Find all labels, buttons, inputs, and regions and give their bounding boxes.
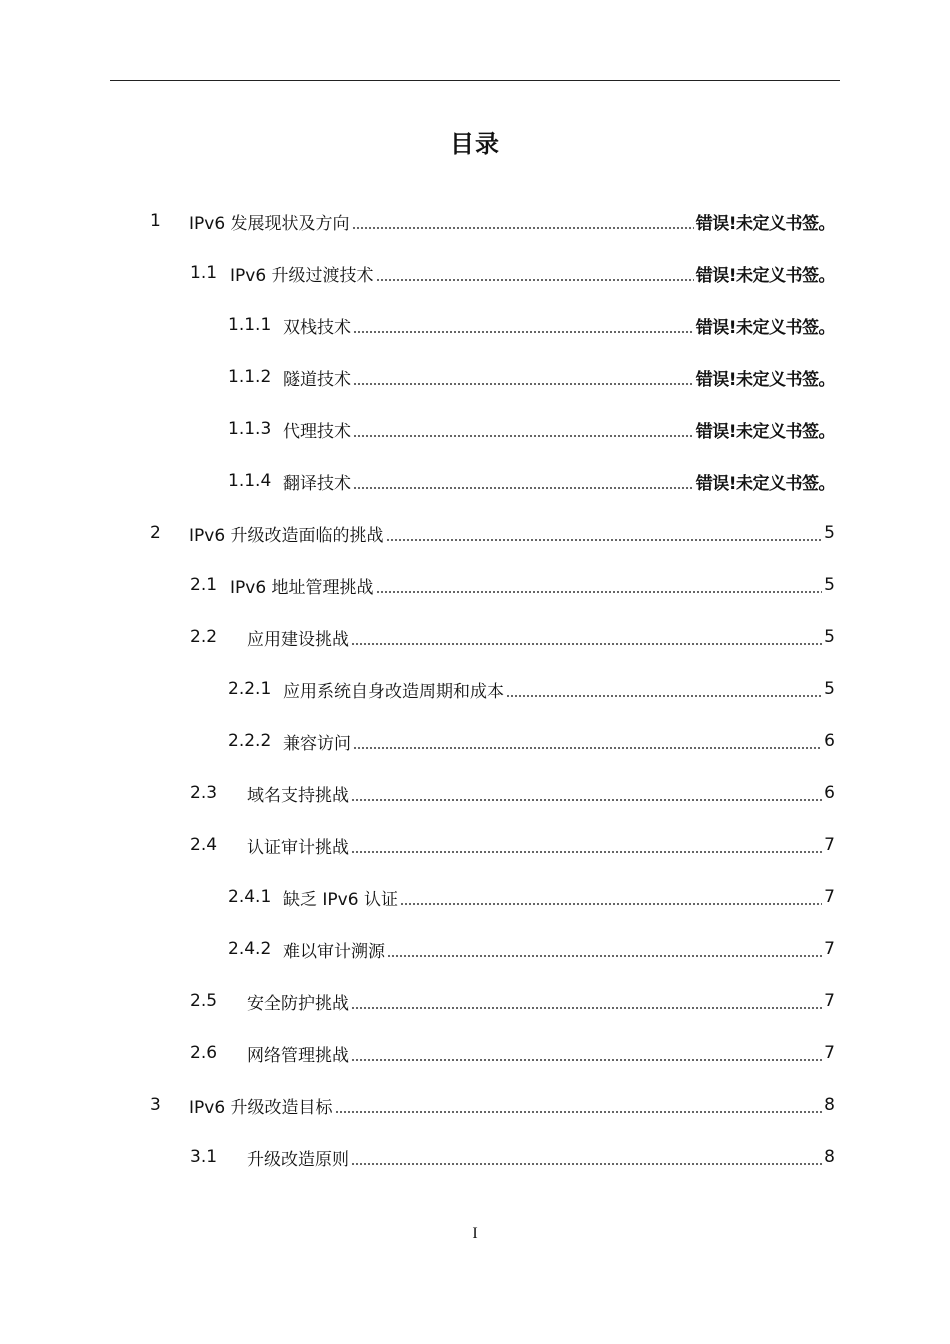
toc-entry[interactable] <box>150 208 835 234</box>
dot-leader <box>353 747 822 749</box>
toc-entry-title: 应用建设挑战 <box>247 629 349 650</box>
toc-entry[interactable] <box>228 364 835 390</box>
toc-entry[interactable] <box>190 1144 835 1170</box>
toc-entry-number: 2.4.2 <box>228 939 272 959</box>
toc-entry[interactable] <box>228 936 835 962</box>
toc-entry-number: 1.1.2 <box>228 367 272 387</box>
dot-leader <box>400 903 822 905</box>
toc-entry[interactable] <box>228 728 835 754</box>
toc-entry-title: 缺乏 IPv6 认证 <box>283 889 398 910</box>
dot-leader <box>335 1111 823 1113</box>
dot-leader <box>353 435 694 437</box>
toc-entry-page: 7 <box>824 991 835 1011</box>
toc-entry-page: 错误!未定义书签。 <box>695 265 835 286</box>
toc-entry-page: 7 <box>824 1043 835 1063</box>
toc-entry-title: IPv6 地址管理挑战 <box>230 577 374 598</box>
toc-entry[interactable] <box>190 1040 835 1066</box>
toc-entry-number: 1.1.1 <box>228 315 272 335</box>
toc-entry-page: 错误!未定义书签。 <box>695 213 835 234</box>
toc-entry-title: IPv6 升级改造面临的挑战 <box>189 525 384 546</box>
dot-leader <box>506 695 822 697</box>
dot-leader <box>353 331 694 333</box>
dot-leader <box>352 227 694 229</box>
dot-leader <box>351 643 822 645</box>
toc-entry-page: 7 <box>824 887 835 907</box>
toc-entry-title: 升级改造原则 <box>247 1149 349 1170</box>
toc-entry-number: 2.1 <box>190 575 218 595</box>
dot-leader <box>353 487 694 489</box>
toc-entry-page: 8 <box>824 1147 835 1167</box>
toc-entry[interactable] <box>150 520 835 546</box>
toc-entry-number: 1.1.4 <box>228 471 272 491</box>
toc-entry-title: 难以审计溯源 <box>283 941 385 962</box>
toc-entry[interactable] <box>228 884 835 910</box>
toc-entry-page: 6 <box>824 783 835 803</box>
toc-entry[interactable] <box>190 832 835 858</box>
toc-entry-title: 代理技术 <box>283 421 351 442</box>
toc-entry-page: 错误!未定义书签。 <box>695 317 835 338</box>
toc-entry[interactable] <box>228 676 835 702</box>
toc-entry-page: 5 <box>824 679 835 699</box>
toc-entry[interactable] <box>190 780 835 806</box>
toc-entry-title: IPv6 升级过渡技术 <box>230 265 374 286</box>
toc-entry-title: 网络管理挑战 <box>247 1045 349 1066</box>
toc-title: 目录 <box>450 130 500 158</box>
toc-entry-title: 应用系统自身改造周期和成本 <box>283 681 504 702</box>
toc-entry-number: 2 <box>150 523 161 543</box>
toc-entry[interactable] <box>228 416 835 442</box>
dot-leader <box>387 955 822 957</box>
toc-entry-number: 3 <box>150 1095 161 1115</box>
toc-entry-title: 翻译技术 <box>283 473 351 494</box>
toc-entry-page: 8 <box>824 1095 835 1115</box>
toc-entry-number: 2.4 <box>190 835 218 855</box>
toc-entry-number: 3.1 <box>190 1147 218 1167</box>
toc-entry-number: 1 <box>150 211 161 231</box>
toc-entry-page: 错误!未定义书签。 <box>695 421 835 442</box>
toc-entry[interactable] <box>190 260 835 286</box>
header-rule <box>110 80 840 81</box>
toc-entry[interactable] <box>190 624 835 650</box>
toc-entry-title: IPv6 升级改造目标 <box>189 1097 333 1118</box>
toc-entry-number: 1.1.3 <box>228 419 272 439</box>
toc-entry-title: 隧道技术 <box>283 369 351 390</box>
toc-entry-page: 7 <box>824 835 835 855</box>
toc-entry[interactable] <box>228 468 835 494</box>
toc-entry[interactable] <box>150 1092 835 1118</box>
dot-leader <box>351 1007 822 1009</box>
toc-entry-page: 7 <box>824 939 835 959</box>
toc-entry[interactable] <box>228 312 835 338</box>
toc-entry-page: 5 <box>824 627 835 647</box>
toc-entry-page: 6 <box>824 731 835 751</box>
toc-entry-title: IPv6 发展现状及方向 <box>189 213 350 234</box>
toc-entry-page: 错误!未定义书签。 <box>695 369 835 390</box>
toc-entry[interactable] <box>190 572 835 598</box>
dot-leader <box>351 1163 822 1165</box>
toc-entry-number: 2.2 <box>190 627 218 647</box>
toc-entry-title: 双栈技术 <box>283 317 351 338</box>
toc-entry-title: 认证审计挑战 <box>247 837 349 858</box>
dot-leader <box>351 799 822 801</box>
toc-entry-number: 1.1 <box>190 263 218 283</box>
dot-leader <box>351 851 822 853</box>
toc-entry-page: 5 <box>824 575 835 595</box>
toc-entry-number: 2.5 <box>190 991 218 1011</box>
dot-leader <box>353 383 694 385</box>
dot-leader <box>351 1059 822 1061</box>
toc-entry-title: 兼容访问 <box>283 733 351 754</box>
toc-entry-title: 安全防护挑战 <box>247 993 349 1014</box>
toc-entry-page: 错误!未定义书签。 <box>695 473 835 494</box>
dot-leader <box>376 279 694 281</box>
dot-leader <box>386 539 823 541</box>
toc-entry[interactable] <box>190 988 835 1014</box>
toc-entry-number: 2.6 <box>190 1043 218 1063</box>
toc-entry-number: 2.2.2 <box>228 731 272 751</box>
toc-entry-number: 2.4.1 <box>228 887 272 907</box>
page-number: I <box>472 1225 478 1242</box>
toc-entry-number: 2.2.1 <box>228 679 272 699</box>
toc-entry-page: 5 <box>824 523 835 543</box>
toc-entry-number: 2.3 <box>190 783 218 803</box>
dot-leader <box>376 591 823 593</box>
toc-entry-title: 域名支持挑战 <box>247 785 349 806</box>
